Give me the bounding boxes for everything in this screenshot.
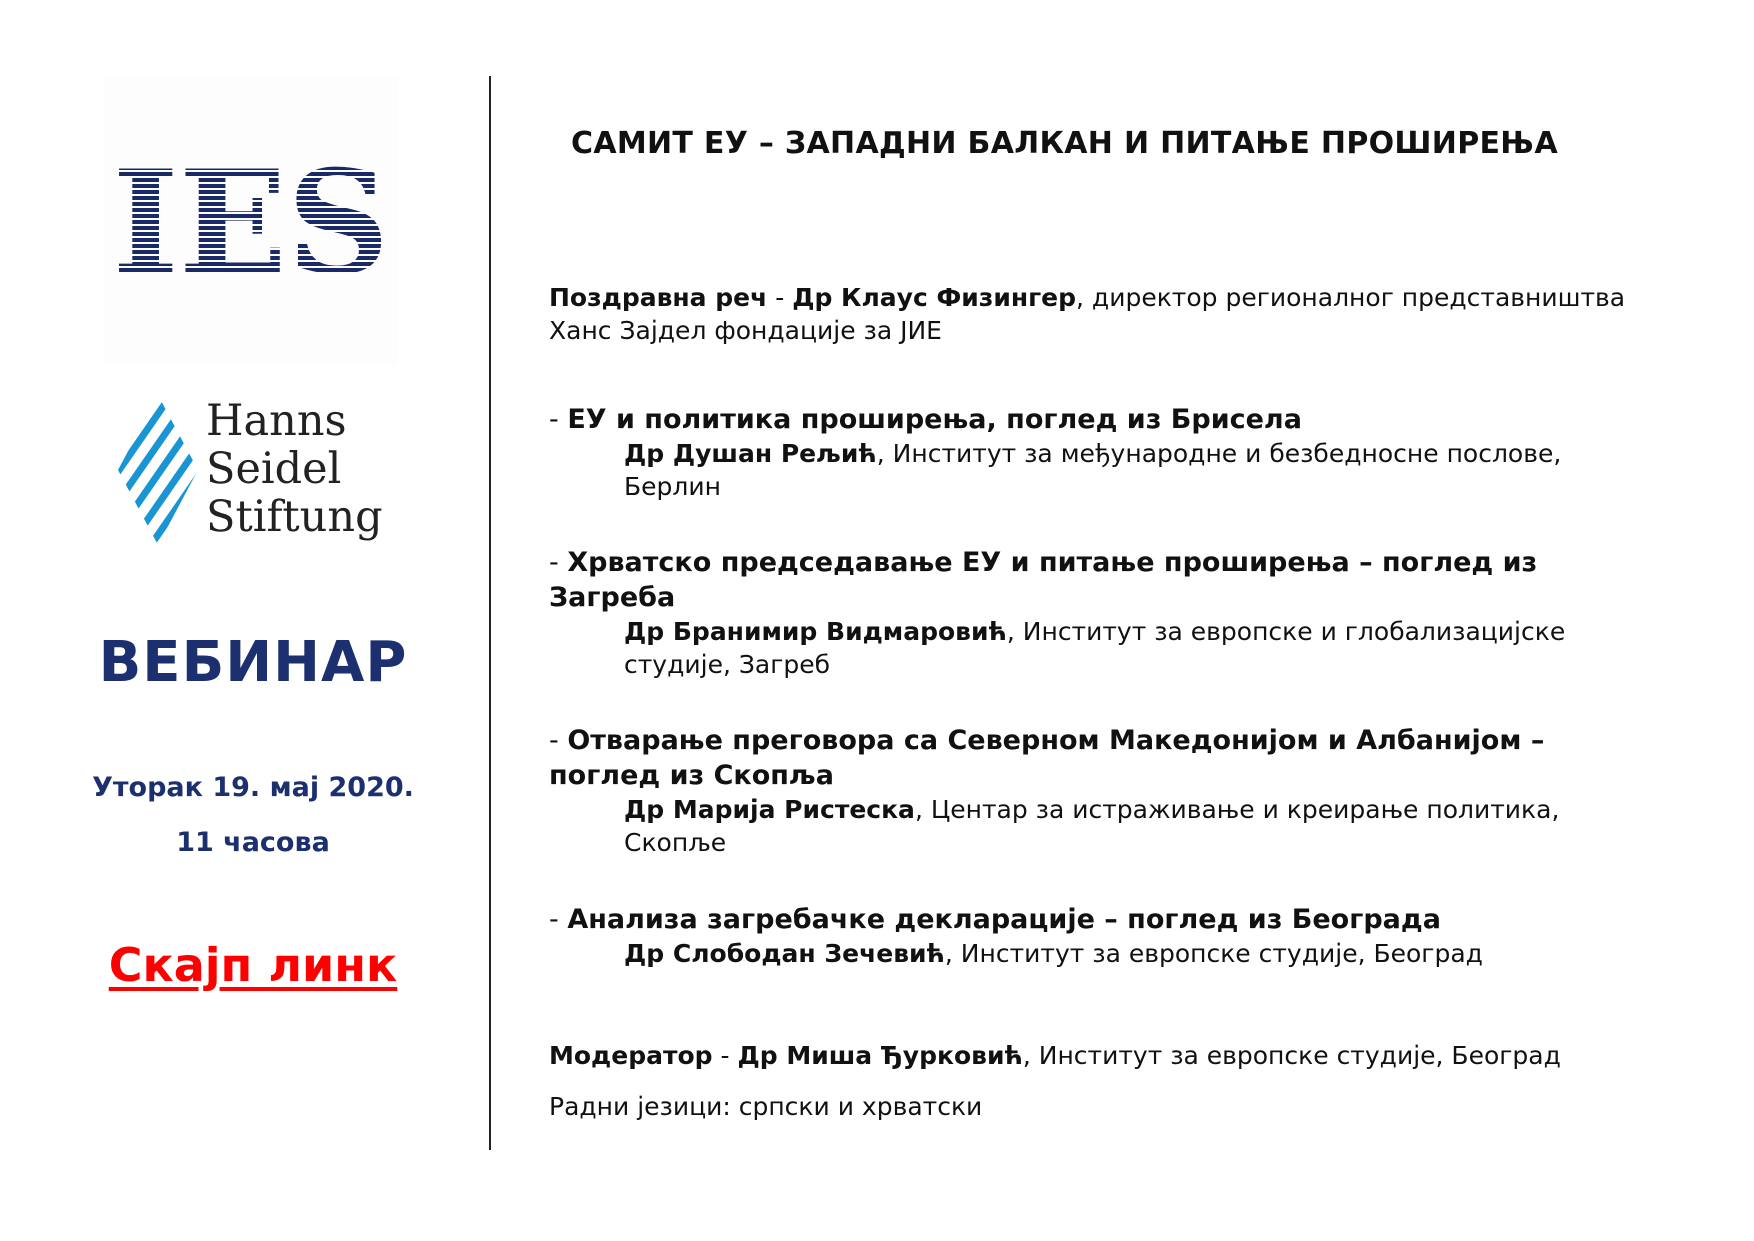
session-speaker [549, 793, 1639, 859]
working-languages: Радни језици: српски и хрватски [549, 1092, 983, 1121]
session-title [549, 902, 1639, 937]
session-title-text: ЕУ и политика проширења, поглед из Брисела [567, 404, 1302, 435]
session-title [549, 545, 1639, 615]
session-item [549, 723, 1639, 859]
speaker-name: Др Бранимир Видмаровић [624, 617, 1007, 646]
hss-line-3: Stiftung [206, 492, 383, 542]
moderator-name: Др Миша Ђурковић [737, 1041, 1023, 1070]
speaker-name: Др Душан Рељић [624, 439, 877, 468]
session-speaker [549, 437, 1639, 503]
speaker-affiliation: , Институт за европске студије, Београд [944, 939, 1483, 968]
speaker-name: Др Слободан Зечевић [624, 939, 945, 968]
session-title-text: Отварање преговора са Северном Македонијом и Албанијом – поглед из Скопља [549, 725, 1545, 791]
welcome-block [549, 281, 1639, 347]
session-item [549, 545, 1639, 681]
speaker-affiliation: , Центар за истраживање и креирање политика, Скопље [624, 795, 1560, 857]
speaker-affiliation: , Институт за међународне и безбедносне послове, Берлин [624, 439, 1562, 501]
event-date: Уторак 19. мај 2020. [92, 772, 414, 803]
welcome-speaker: Др Клаус Физингер [792, 283, 1077, 312]
session-dash: - [549, 725, 568, 756]
session-dash: - [549, 404, 568, 435]
column-divider [489, 76, 491, 1150]
speaker-affiliation: , Институт за европске и глобализацијске студије, Загреб [624, 617, 1566, 679]
session-title-text: Хрватско председавање ЕУ и питање проширења – поглед из Загреба [549, 547, 1538, 613]
session-title-text: Анализа загребачке декларације – поглед из Београда [567, 904, 1441, 935]
moderator-dash: - [712, 1041, 738, 1070]
event-title: САМИТ ЕУ – ЗАПАДНИ БАЛКАН И ПИТАЊЕ ПРОШИРЕЊА [571, 126, 1558, 161]
session-item [549, 402, 1639, 503]
session-title [549, 723, 1639, 793]
hss-line-1: Hanns [206, 396, 347, 446]
welcome-dash: - [767, 283, 793, 312]
hss-diamond-icon [118, 395, 198, 545]
moderator-role: , Институт за европске студије, Београд [1022, 1041, 1561, 1070]
hss-wordmark [206, 397, 383, 541]
welcome-role: , директор регионалног представништва Ханс Зајдел фондације за ЈИЕ [549, 283, 1626, 345]
session-item [549, 902, 1639, 970]
ies-logo-graphic [104, 76, 398, 366]
hss-line-2: Seidel [206, 444, 342, 494]
hss-logo [118, 395, 398, 545]
ies-logo [104, 76, 398, 366]
session-dash: - [549, 547, 568, 578]
welcome-label: Поздравна реч [549, 283, 768, 312]
session-speaker [549, 615, 1639, 681]
session-speaker [549, 937, 1639, 970]
moderator-line [549, 1039, 1639, 1072]
event-time: 11 часова [176, 827, 330, 858]
session-dash: - [549, 904, 568, 935]
session-title [549, 402, 1639, 437]
ies-logo-text: IES [112, 140, 390, 306]
skype-link[interactable]: Скајп линк [108, 938, 398, 992]
webinar-title: ВЕБИНАР [98, 630, 408, 695]
speaker-name: Др Марија Ристеска [624, 795, 915, 824]
moderator-label: Модератор [549, 1041, 713, 1070]
